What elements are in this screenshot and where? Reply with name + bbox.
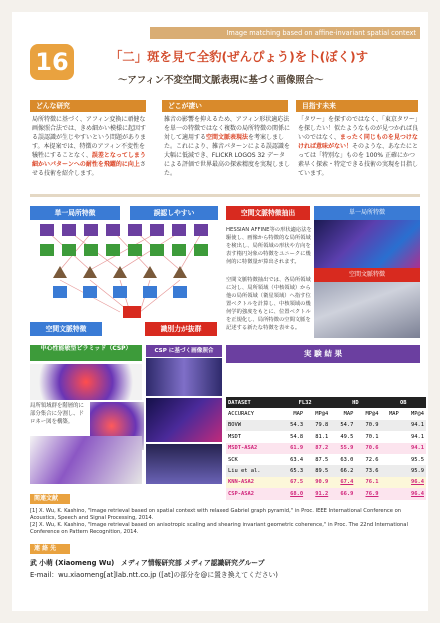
results-table xyxy=(226,397,426,500)
japanese-subtitle: 〜アフィン不変空間文脈表現に基づく画像照合〜 xyxy=(118,75,324,86)
single-feature-small-label: 単一局所特徴 xyxy=(314,206,420,220)
csp-example-image xyxy=(30,436,142,484)
column-text-future: 「タワー」を探すのではなく、「東京タワー」を探したい！似たようなものが見つかれば良いのではなく、まったく同じものを見つけなければ意味がない！そのような、あなたにとっては「特別な」ものを 100% 正確にかつ素早く探索・特定できる技術の実現を目指しています。 xyxy=(298,116,419,177)
csp-match-image-2 xyxy=(146,398,222,442)
table-row: MSDT 54.8 81.1 49.5 70.1 94.1 xyxy=(228,433,424,440)
references-heading: 関連文献 xyxy=(30,494,70,504)
spatial-feature-image xyxy=(314,282,420,338)
table-row: KNN-ASA2 67.5 90.9 67.4 76.1 96.4 xyxy=(226,477,426,488)
english-title: Image matching based on affine-invariant spatial context xyxy=(150,27,420,39)
spatial-feature-small-label: 空間文脈特徴 xyxy=(314,268,420,282)
explanation-text-2: 空間文脈特徴抽出では、各局所領域に対し、局所領域（中核領域）から他の局所領域（衛星領域）へ指す位置ベクトルを計算し、中核領域の幾何学的強度をもとに、位置ベクトルを正規化し、局所特徴の空間文脈を記述する新たな特徴を表せる。 xyxy=(226,277,311,331)
table-row: SCK 63.4 87.5 63.0 72.6 95.5 xyxy=(228,456,424,463)
table-row: BOVW 54.3 79.8 54.7 70.9 94.1 xyxy=(226,420,426,431)
table-header-row: DATASET FL32 HD OB xyxy=(226,397,426,408)
column-text-research: 局所特徴に基づく、アフィン変換に頑健な画像照合法では、きめ細かい模様に起因する誤認識が生じやすいという問題があります。本提案では、特徴のアフィン不変性を犠牲にすることなく、誤差となってしまう細かいパターンへの耐性を飛躍的に向上させる技術を紹介します。 xyxy=(32,116,147,177)
shape-network-diagram xyxy=(30,222,220,320)
author-name-line: 武 小萌 (Xiaomeng Wu) メディア情報研究部 メディア認識研究グループ xyxy=(30,559,265,567)
single-feature-image xyxy=(314,220,420,270)
section-divider xyxy=(30,194,420,197)
spatial-feature-label: 空間文脈特徴 xyxy=(30,322,102,336)
results-title: 実 験 結 果 xyxy=(226,345,420,363)
column-text-strength: 雑音の影響を抑えるため、アフィン形状適応法を単一の特徴ではなく複数の局所特徴の関係に対して適用する空間文脈表現法を考案しました。これにより、雑音パターンによる誤認識を大幅に低減でき、FLICKR LOGOS 32 データによる評価で世界最高の探索精度を実現しました。 xyxy=(164,116,291,177)
table-row: MSDT-ASA2 61.9 87.2 55.9 70.6 94.1 xyxy=(226,443,426,454)
csp-pyramid-image xyxy=(30,364,142,400)
author-email-line: E-mail：wu.xiaomeng[at]lab.ntt.co.jp ([at]の部分を@に置き換えてください) xyxy=(30,571,278,579)
misrecognition-label: 誤認しやすい xyxy=(130,206,218,220)
csp-title: 中心性能敏型ピラミッド（CSP） xyxy=(30,345,142,361)
japanese-title: 「二」斑を見て全豹(ぜんぴょう)を卜(ぼく)す xyxy=(110,49,369,64)
explanation-text-1: HESSIAN AFFINE等の形状適応法を駆使し、画像から特徴的な局所領域を検出し、局所領域の形状や方向を表す楕円対象の特徴をユニークに幾何的に特徴量が算出されます。 xyxy=(226,227,312,265)
column-heading-research: どんな研究 xyxy=(30,100,146,112)
csp-match-image-3 xyxy=(146,444,222,484)
table-row: Liu et al. 65.3 89.5 66.2 73.6 95.9 xyxy=(226,465,426,476)
column-heading-future: 目指す未来 xyxy=(296,100,418,112)
csp-description: 局所領域群を階層的に部分集合に分割し、ドロネー図を構築。 xyxy=(30,403,84,425)
discriminative-label: 識別力が抜群 xyxy=(145,322,217,336)
spatial-extract-label: 空間文脈特徴抽出 xyxy=(226,206,310,220)
reference-item-2: [2] X. Wu, K. Kashino, "Image retrieval based on anisotropic scaling and shearing invariant geometric coherence," in Proc. The 22nd International Conference on Pattern Recognition, 2014. xyxy=(30,522,408,535)
poster-number-badge: 16 xyxy=(30,44,74,80)
csp-match-image-1 xyxy=(146,358,222,396)
single-feature-label: 単一局所特徴 xyxy=(30,206,120,220)
csp-caption: CSP に基づく画像照合 xyxy=(146,345,222,357)
column-heading-strength: どこが凄い xyxy=(162,100,288,112)
contact-heading: 連 絡 先 xyxy=(30,544,70,554)
table-row: CSP-ASA2 68.0 91.2 66.9 76.9 96.4 xyxy=(226,488,426,499)
reference-item-1: [1] X. Wu, K. Kashino, "Image retrieval based on spatial context with relaxed Gabriel graph pyramid," in Proc. IEEE International Conference on Acoustics, Speech and Signal Processing, 2014. xyxy=(30,508,402,521)
table-subheader-row: ACCURACY MAP MP@4 MAP MP@4 MAP MP@4 xyxy=(228,411,424,418)
